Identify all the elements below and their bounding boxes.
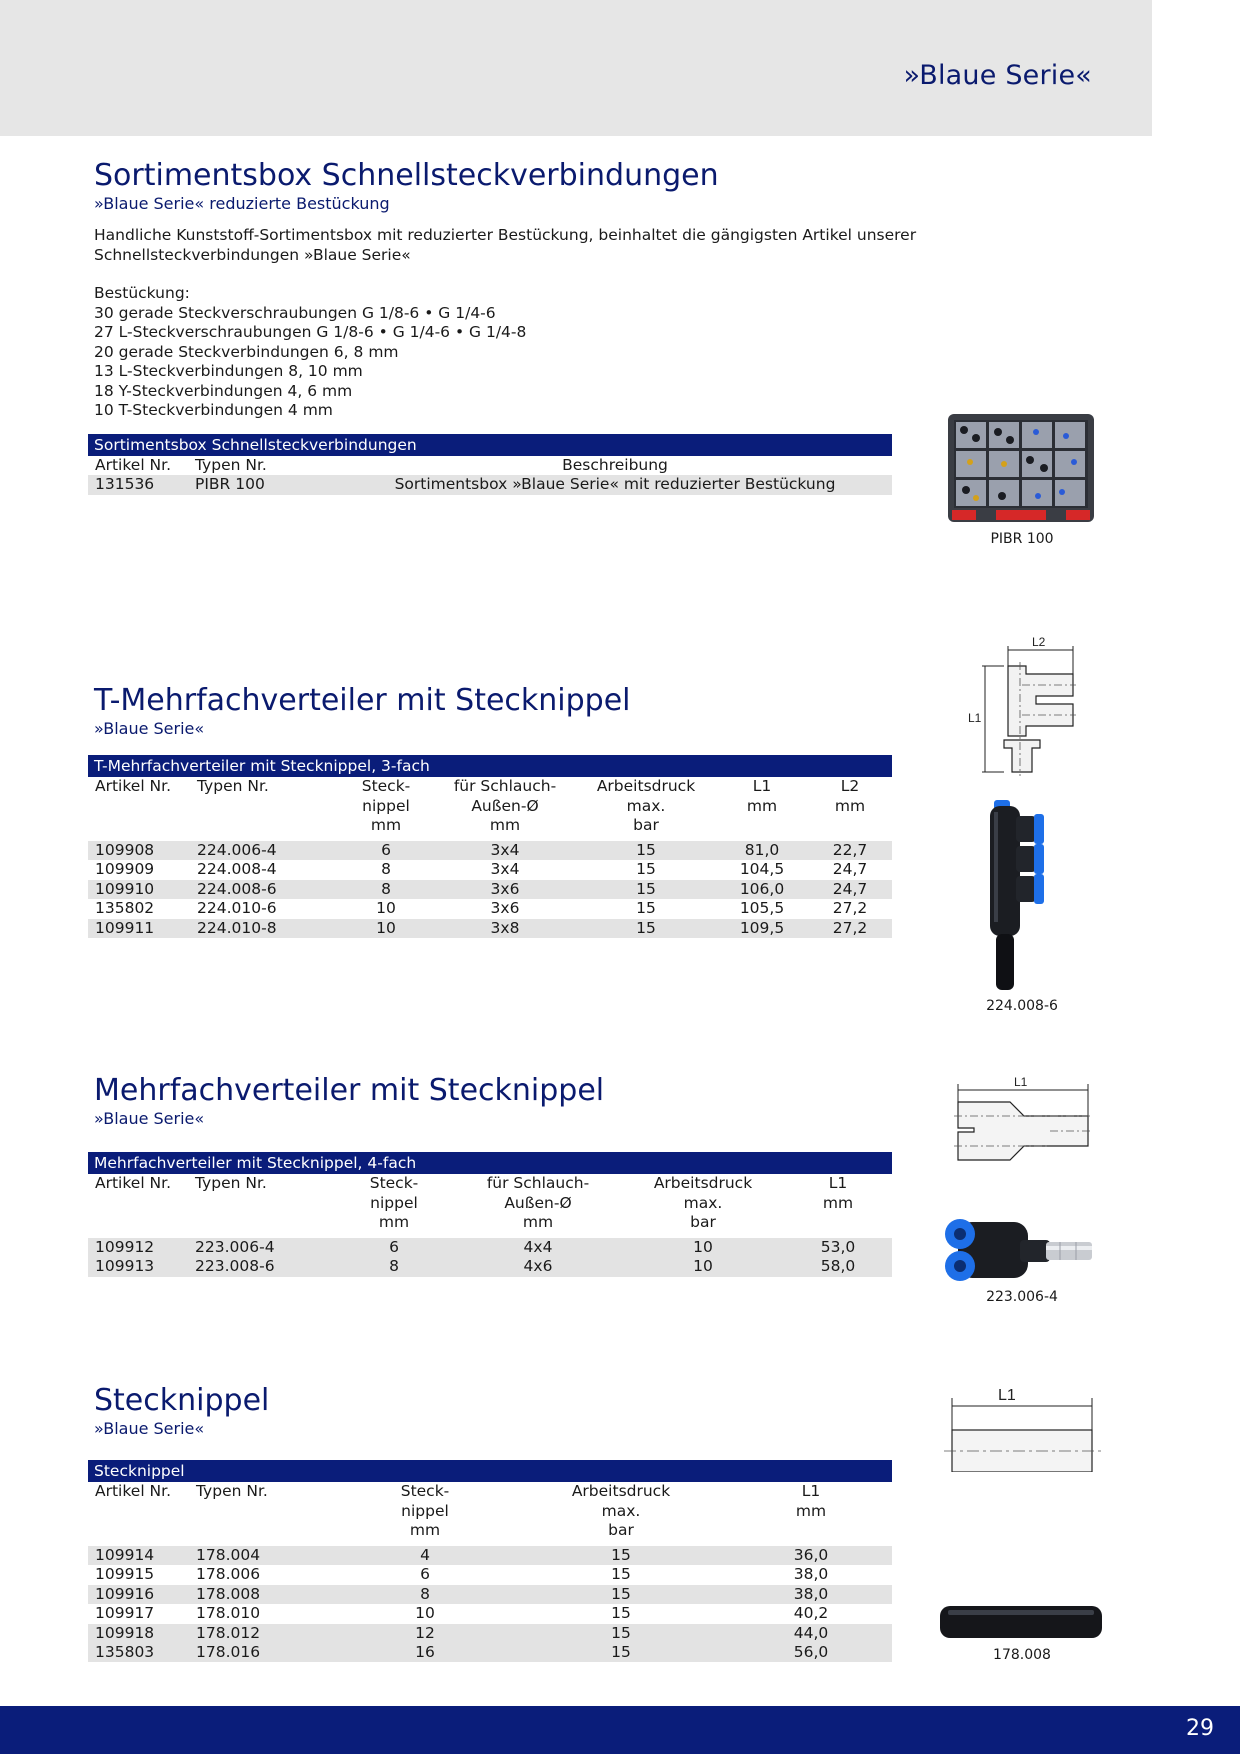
list-item: 18 Y-Steckverbindungen 4, 6 mm	[94, 381, 353, 400]
table-title: Sortimentsbox Schnellsteckverbindungen	[88, 434, 892, 456]
footer-band	[0, 1706, 1240, 1754]
table-header-row: Artikel Nr. Typen Nr. Beschreibung	[95, 456, 668, 474]
table-row: 109914 178.004 4 15 36,0	[88, 1546, 892, 1565]
section-subtitle: »Blaue Serie« reduzierte Bestückung	[94, 194, 390, 213]
list-item: 13 L-Steckverbindungen 8, 10 mm	[94, 362, 363, 380]
table-row: 135803 178.016 16 15 56,0	[88, 1643, 892, 1662]
table-header-row: Artikel Nr. Typen Nr. Steck- nippel mm Arbeitsdruck max. bar L1 mm	[95, 1482, 827, 1539]
table-header-row: Artikel Nr. Typen Nr. Steck- nippel mm für Schlauch- Außen-Ø mm Arbeitsdruck max. bar L1 mm L2 mm	[95, 777, 866, 834]
section-sortimentsbox	[94, 158, 916, 421]
list-item: 30 gerade Steckverschraubungen G 1/8-6 • G 1/4-6	[94, 303, 496, 322]
mehrfachverteiler-drawing	[950, 1072, 1094, 1172]
table-row: 109915 178.006 6 15 38,0	[95, 1565, 829, 1584]
image-caption: 178.008	[993, 1647, 1051, 1663]
table-title: Mehrfachverteiler mit Stecknippel, 4-fach	[88, 1152, 892, 1174]
section-mehrfachverteiler	[94, 1073, 604, 1129]
table-title: Stecknippel	[88, 1460, 892, 1482]
table-row: 135802 224.010-6 10 3x6 15 105,5 27,2	[95, 899, 868, 918]
image-caption: 223.006-4	[986, 1289, 1058, 1305]
table-row: 109911 224.010-8 10 3x8 15 109,5 27,2	[88, 919, 892, 938]
section-title: Sortimentsbox Schnellsteckverbindungen	[94, 158, 719, 193]
section-subtitle: »Blaue Serie«	[94, 719, 205, 738]
list-item: 10 T-Steckverbindungen 4 mm	[94, 401, 333, 419]
table-row: 109918 178.012 12 15 44,0	[88, 1624, 892, 1643]
table-t-mehrfachverteiler	[88, 755, 892, 938]
dimension-label-l1: L1	[1014, 1075, 1028, 1089]
section-title: T-Mehrfachverteiler mit Stecknippel	[94, 683, 631, 718]
contents-list: Bestückung: 30 gerade Steckverschraubungen G 1/8-6 • G 1/4-6 27 L-Steckverschraubungen G 1/8-6 • G 1/4-6 • G 1/4-8 20 gerade Steckverbindungen 6, 8 mm 13 L-Steckverbindungen 8, 10 mm 18 Y-Steckverbindungen 4, 6 mm 10 T-Steckverbindungen 4 mm	[94, 284, 916, 421]
table-row: 109917 178.010 10 15 40,2	[95, 1604, 829, 1623]
t-verteiler-image	[980, 794, 1070, 996]
sortimentsbox-image	[946, 412, 1096, 524]
table-row: 131536 PIBR 100 Sortimentsbox »Blaue Serie« mit reduzierter Bestückung	[88, 475, 892, 494]
t-verteiler-drawing	[960, 632, 1080, 778]
mehrfachverteiler-image	[940, 1214, 1104, 1286]
image-caption: 224.008-6	[986, 998, 1058, 1014]
section-subtitle: »Blaue Serie«	[94, 1419, 205, 1438]
stecknippel-image	[938, 1604, 1104, 1640]
dimension-label-l1: L1	[968, 711, 982, 725]
description: Handliche Kunststoff-Sortimentsbox mit reduzierter Bestückung, beinhaltet die gängigsten Artikel unserer Schnellsteckverbindungen »Blaue Serie«	[94, 226, 917, 264]
table-sortimentsbox	[88, 434, 892, 495]
stecknippel-drawing	[944, 1382, 1110, 1472]
table-mehrfachverteiler	[88, 1152, 892, 1277]
table-stecknippel	[88, 1460, 892, 1662]
table-row: 109910 224.008-6 8 3x6 15 106,0 24,7	[88, 880, 892, 899]
dimension-label-l2: L2	[1032, 635, 1046, 649]
section-stecknippel	[94, 1383, 269, 1439]
dimension-label-l1: L1	[998, 1387, 1016, 1404]
table-title: T-Mehrfachverteiler mit Stecknippel, 3-fach	[88, 755, 892, 777]
image-caption: PIBR 100	[990, 531, 1054, 547]
table-row: 109912 223.006-4 6 4x4 10 53,0	[88, 1238, 892, 1257]
table-row: 109909 224.008-4 8 3x4 15 104,5 24,7	[95, 860, 868, 879]
section-title: Stecknippel	[94, 1383, 270, 1418]
page-number: 29	[1186, 1716, 1214, 1741]
series-title: »Blaue Serie«	[903, 60, 1092, 91]
table-row: 109908 224.006-4 6 3x4 15 81,0 22,7	[88, 841, 892, 860]
list-item: 20 gerade Steckverbindungen 6, 8 mm	[94, 342, 399, 361]
section-subtitle: »Blaue Serie«	[94, 1109, 205, 1128]
table-row: 109913 223.008-6 8 4x6 10 58,0	[88, 1257, 892, 1276]
section-title: Mehrfachverteiler mit Stecknippel	[94, 1073, 605, 1108]
table-row: 109916 178.008 8 15 38,0	[88, 1585, 892, 1604]
section-t-mehrfachverteiler	[94, 683, 631, 739]
table-header-row: Artikel Nr. Typen Nr. Steck- nippel mm für Schlauch- Außen-Ø mm Arbeitsdruck max. bar L1 mm	[95, 1174, 854, 1231]
list-item: 27 L-Steckverschraubungen G 1/8-6 • G 1/4-6 • G 1/4-8	[94, 323, 527, 341]
